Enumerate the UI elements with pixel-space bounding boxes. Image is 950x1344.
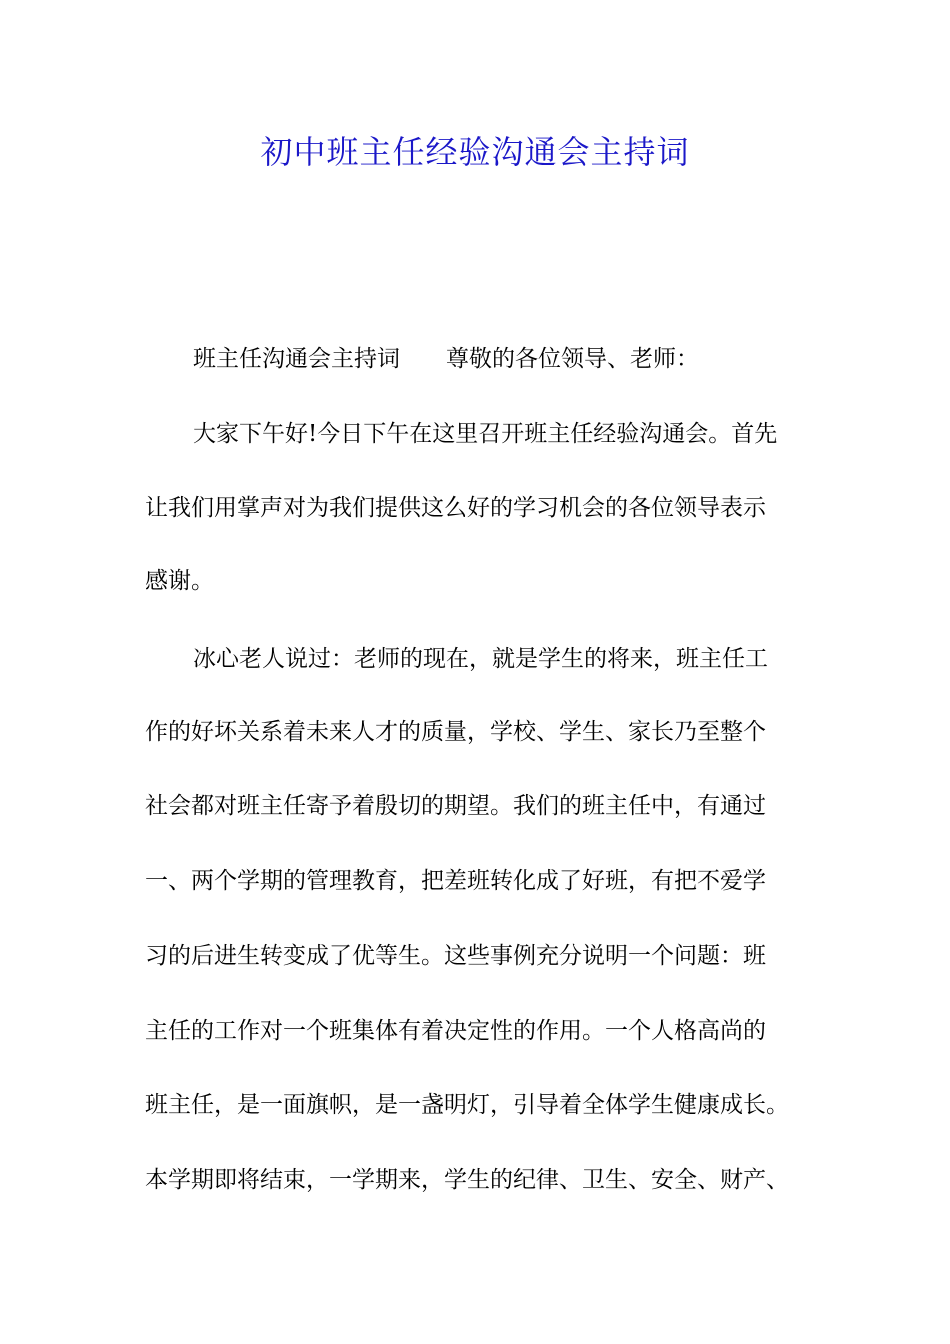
greeting-heading: 班主任沟通会主持词: [193, 346, 400, 372]
paragraph-line: 感谢。: [145, 568, 214, 594]
paragraph-line: 作的好坏关系着未来人才的质量，学校、学生、家长乃至整个: [145, 719, 766, 745]
paragraph-line: 大家下午好!今日下午在这里召开班主任经验沟通会。首先: [193, 421, 778, 447]
paragraph-line: 班主任，是一面旗帜，是一盏明灯，引导着全体学生健康成长。: [145, 1092, 789, 1118]
paragraph-line: 社会都对班主任寄予着殷切的期望。我们的班主任中，有通过: [145, 793, 766, 819]
greeting-line: [193, 339, 873, 379]
paragraph-line: 一、两个学期的管理教育，把差班转化成了好班，有把不爱学: [145, 868, 766, 894]
document-title: 初中班主任经验沟通会主持词: [260, 133, 690, 171]
paragraph-line: 让我们用掌声对为我们提供这么好的学习机会的各位领导表示: [145, 495, 766, 521]
paragraph-line: 本学期即将结束，一学期来，学生的纪律、卫生、安全、财产、: [145, 1167, 789, 1193]
paragraph-line: 习的后进生转变成了优等生。这些事例充分说明一个问题：班: [145, 943, 766, 969]
greeting-salutation: 尊敬的各位领导、老师：: [446, 346, 699, 372]
paragraph-line: 主任的工作对一个班集体有着决定性的作用。一个人格高尚的: [145, 1018, 766, 1044]
paragraph-line: 冰心老人说过：老师的现在，就是学生的将来，班主任工: [193, 646, 768, 672]
